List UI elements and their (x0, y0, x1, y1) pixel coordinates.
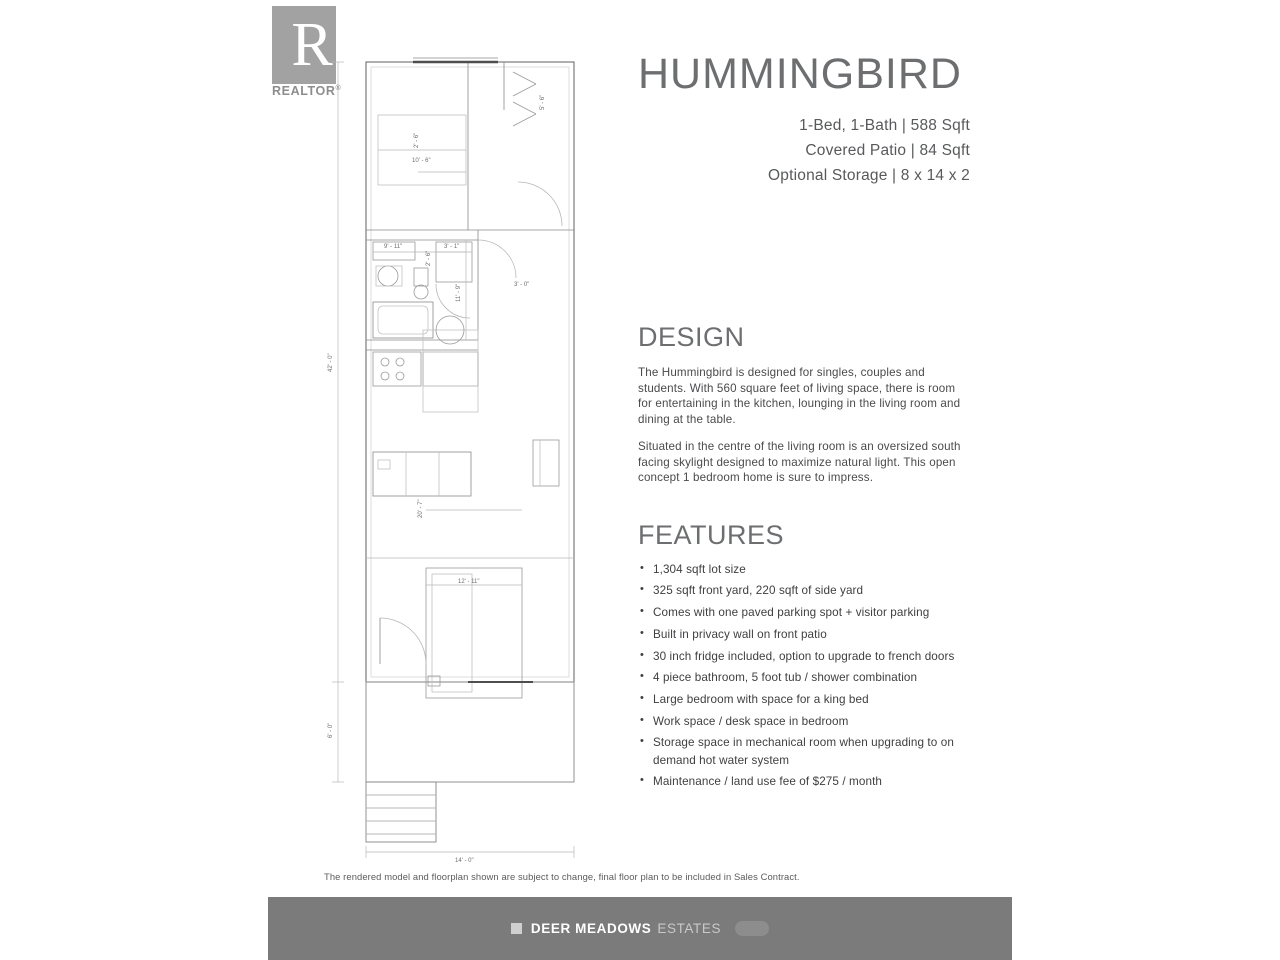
footer-brand-secondary: ESTATES (657, 921, 722, 936)
dim-bath-small: 3' - 1" (444, 244, 460, 250)
footer-bar (268, 897, 1012, 960)
list-item: • Built in privacy wall on front patio (638, 626, 978, 643)
list-item: • Storage space in mechanical room when upgrading to on demand hot water system (638, 734, 978, 768)
footer-brand (511, 921, 769, 936)
features-heading: FEATURES (638, 519, 785, 550)
footer-decoration (735, 921, 769, 936)
list-item: • Work space / desk space in bedroom (638, 713, 978, 730)
list-item: • Maintenance / land use fee of $275 / month (638, 773, 978, 790)
dim-bedroom-width: 10' - 6" (412, 158, 431, 164)
floorplan-drawing (318, 40, 598, 870)
list-item: • Large bedroom with space for a king bed (638, 691, 978, 708)
dim-kitchen-depth: 20' - 7" (418, 499, 424, 518)
dim-left-overall: 42' - 0" (328, 353, 334, 372)
design-paragraph-1: The Hummingbird is designed for singles, couples and students. With 560 square feet of living space, there is room for entertaining in the kitchen, lounging in the living room and dining at the table. (638, 366, 961, 426)
realtor-wordmark-text: REALTOR (272, 84, 336, 98)
dim-living-width: 12' - 11" (458, 579, 480, 585)
deer-meadows-icon (511, 923, 522, 934)
dim-closet-right: 5' - 6" (540, 94, 546, 110)
disclaimer-text: The rendered model and floorplan shown are subject to change, final floor plan to be included in Sales Contract. (324, 871, 800, 882)
dim-bath-depth: 11' - 9" (456, 283, 462, 302)
footer-brand-primary: DEER MEADOWS (530, 921, 652, 936)
realtor-trademark: ® (335, 84, 342, 92)
dim-bath-width: 9' - 11" (384, 244, 403, 250)
dim-patio-depth: 6' - 0" (328, 722, 334, 738)
brochure-text-column (638, 52, 1058, 795)
dim-overall-width: 14' - 0" (455, 858, 474, 864)
spec-summary (638, 113, 970, 188)
page-title: HUMMINGBIRD (638, 50, 962, 98)
spec-line-patio: Covered Patio | 84 Sqft (805, 142, 970, 160)
design-paragraph-2: Situated in the centre of the living room is an oversized south facing skylight designed to maximize natural light. This open concept 1 bedroom home is sure to impress. (638, 440, 961, 485)
design-heading: DESIGN (638, 322, 745, 353)
list-item: • 1,304 sqft lot size (638, 561, 978, 578)
dim-bedroom-depth: 2' - 6" (414, 132, 420, 148)
spec-line-storage: Optional Storage | 8 x 14 x 2 (768, 167, 970, 185)
list-item: • 325 sqft front yard, 220 sqft of side yard (638, 582, 978, 599)
features-section (638, 520, 1058, 791)
design-section (638, 322, 1058, 485)
list-item: • 30 inch fridge included, option to upgrade to french doors (638, 648, 978, 665)
realtor-logo-letter: R (291, 11, 331, 79)
features-list (638, 561, 1058, 791)
list-item: • Comes with one paved parking spot + visitor parking (638, 604, 978, 621)
spec-line-beds: 1-Bed, 1-Bath | 588 Sqft (799, 117, 970, 135)
list-item: • 4 piece bathroom, 5 foot tub / shower combination (638, 669, 978, 686)
dim-hall-width: 3' - 0" (514, 282, 530, 288)
dim-side-overall: 2' - 6" (426, 250, 432, 266)
